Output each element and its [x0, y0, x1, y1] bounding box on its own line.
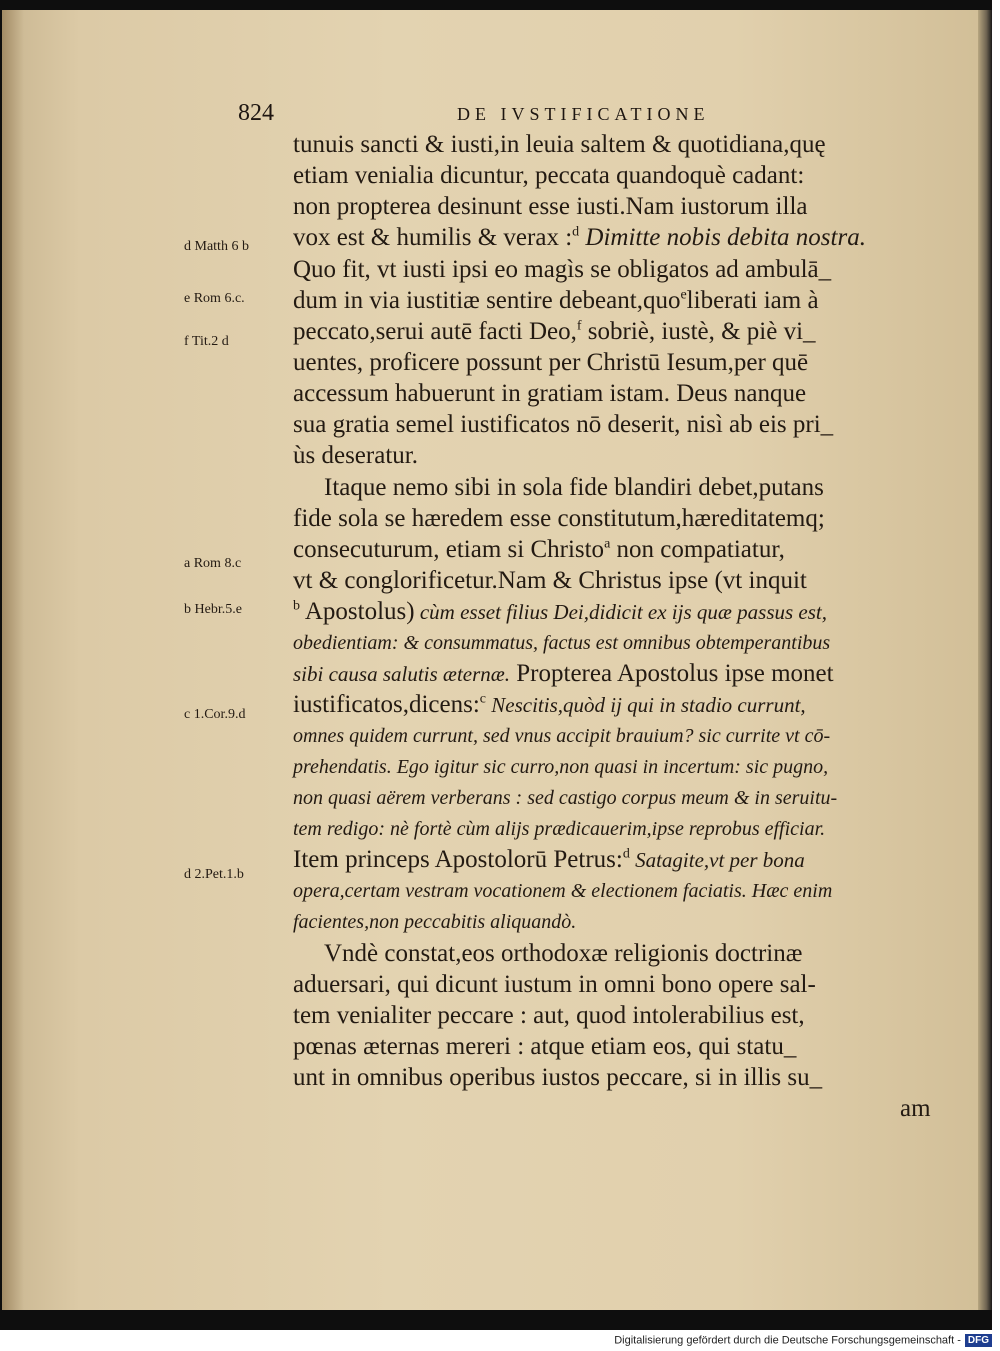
text-line: accessum habuerunt in gratiam istam. Deus nanque	[293, 380, 807, 407]
text-line: uentes, proficere possunt per Christū Iesum,per quē	[293, 349, 809, 376]
text-segment: Item princeps Apostolorū Petrus:	[293, 846, 623, 873]
text-line: tem venialiter peccare : aut, quod intolerabilius est,	[293, 1002, 805, 1029]
note-marker: d	[572, 224, 580, 240]
text-line: Itaque nemo sibi in sola fide blandiri debet,putans	[324, 474, 824, 501]
text-line: sua gratia semel iustificatos nō deserit, nisì ab eis pri_	[293, 411, 834, 438]
catchword: am	[900, 1095, 931, 1122]
margin-note: b Hebr.5.e	[184, 602, 242, 617]
text-segment: sobriè, iustè, & piè vi_	[581, 318, 816, 345]
note-marker: b	[293, 598, 300, 614]
gutter-shadow	[2, 10, 24, 1310]
text-line: vt & conglorificetur.Nam & Christus ipse (vt inquit	[293, 567, 807, 594]
margin-note: c 1.Cor.9.d	[184, 707, 246, 722]
text-line: unt in omnibus operibus iustos peccare, si in illis su_	[293, 1064, 823, 1091]
italic-quote: Satagite,vt per bona	[629, 848, 805, 872]
italic-quote: cùm esset filius Dei,didicit ex ijs quæ passus est,	[414, 600, 827, 624]
text-line: pœnas æternas mereri : atque etiam eos, qui statu_	[293, 1033, 797, 1060]
text-line: non propterea desinunt esse iusti.Nam iustorum illa	[293, 193, 808, 220]
italic-quote-line: facientes,non peccabitis aliquandò.	[293, 911, 577, 933]
margin-note: e Rom 6.c.	[184, 291, 245, 306]
italic-quote-line: opera,certam vestram vocationem & electionem faciatis. Hæc enim	[293, 880, 833, 902]
running-title: DE IVSTIFICATIONE	[457, 104, 710, 124]
note-marker: f	[576, 318, 582, 334]
text-line: aduersari, qui dicunt iustum in omni bono opere sal-	[293, 971, 816, 998]
text-segment: non compatiatur,	[610, 536, 785, 563]
italic-quote-line: obedientiam: & consummatus, factus est omnibus obtemperantibus	[293, 632, 831, 654]
italic-quote-line: omnes quidem currunt, sed vnus accipit brauium? sic currite vt cō-	[293, 725, 831, 747]
text-segment: peccato,serui autē facti Deo,	[293, 318, 577, 345]
note-marker: a	[604, 536, 611, 552]
text-line	[293, 317, 816, 347]
text-line	[293, 286, 819, 316]
text-line: Quo fit, vt iusti ipsi eo magìs se obligatos ad ambulā_	[293, 256, 832, 283]
text-segment: liberati iam à	[686, 287, 819, 314]
credit-text: Digitalisierung gefördert durch die Deutsche Forschungsgemeinschaft -	[614, 1334, 961, 1347]
text-line	[293, 597, 827, 627]
margin-note: d 2.Pet.1.b	[184, 867, 244, 882]
text-segment: consecuturum, etiam si Christo	[293, 536, 605, 563]
text-line: tunuis sancti & iusti,in leuia saltem & quotidiana,quę	[293, 131, 826, 158]
text-line: etiam venialia dicuntur, peccata quandoquè cadant:	[293, 162, 805, 189]
italic-quote: Nescitis,quòd ij qui in stadio currunt,	[486, 693, 806, 717]
margin-note: a Rom 8.c	[184, 556, 242, 571]
text-line: Vndè constat,eos orthodoxæ religionis doctrinæ	[324, 940, 803, 967]
note-marker: c	[479, 691, 486, 707]
italic-quote: sibi causa salutis æternæ.	[293, 662, 511, 686]
text-segment: dum in via iustitiæ sentire debeant,quo	[293, 287, 681, 314]
note-marker: d	[622, 846, 630, 862]
italic-quote: Dimitte nobis debita nostra.	[579, 224, 866, 251]
note-marker: e	[680, 287, 687, 303]
text-line	[293, 223, 866, 253]
text-line	[293, 659, 834, 689]
book-edge	[978, 10, 992, 1310]
text-line: fide sola se hæredem esse constitutum,hæreditatemq;	[293, 505, 825, 532]
text-segment: vox est & humilis & verax :	[293, 224, 573, 251]
italic-quote-line: tem redigo: nè fortè cùm alijs prædicauerim,ipse reprobus efficiar.	[293, 818, 826, 840]
margin-note: f Tit.2 d	[184, 334, 229, 349]
text-line	[293, 535, 785, 565]
digitization-credit	[614, 1334, 992, 1347]
text-line: ùs deseratur.	[293, 442, 418, 469]
italic-quote-line: non quasi aërem verberans : sed castigo corpus meum & in seruitu-	[293, 787, 838, 809]
margin-note: d Matth 6 b	[184, 239, 249, 254]
text-line	[293, 845, 805, 875]
text-segment: Apostolus)	[300, 598, 415, 625]
page-number: 824	[238, 100, 274, 126]
book-page	[2, 10, 978, 1310]
text-line	[293, 690, 806, 720]
text-segment: iustificatos,dicens:	[293, 691, 480, 718]
italic-quote-line: prehendatis. Ego igitur sic curro,non quasi in incertum: sic pugno,	[293, 756, 829, 778]
text-segment: Propterea Apostolus ipse monet	[510, 660, 834, 687]
dfg-logo: DFG	[965, 1334, 992, 1347]
